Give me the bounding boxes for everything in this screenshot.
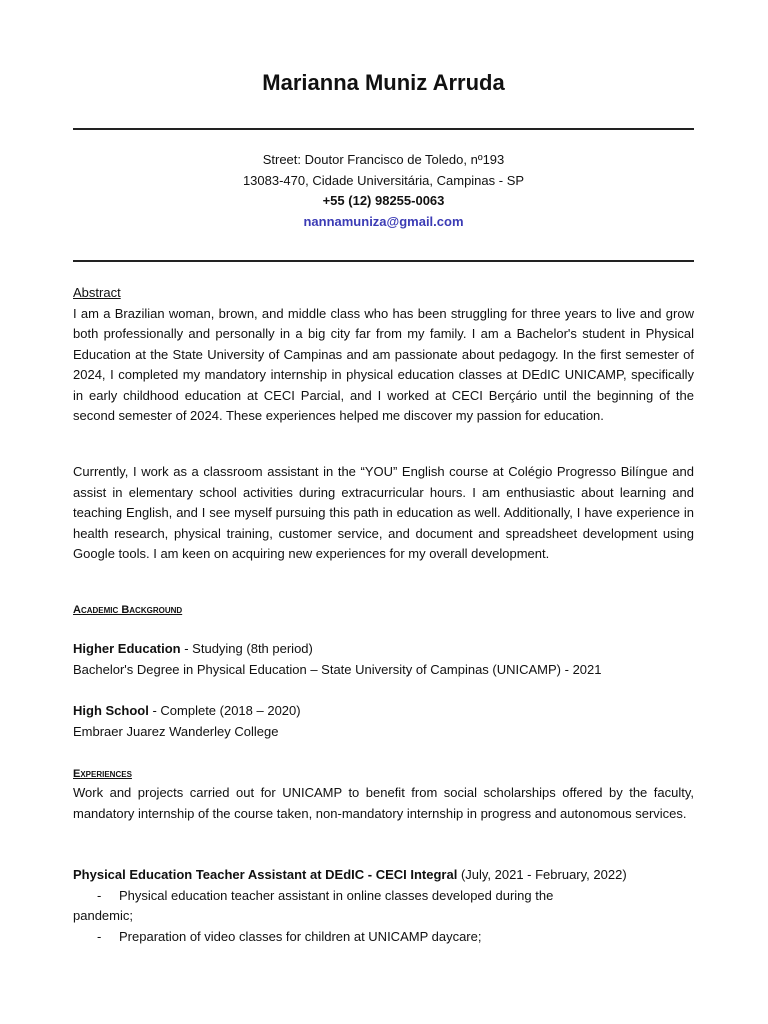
resume-name: Marianna Muniz Arruda — [262, 70, 505, 95]
abstract-title: Abstract — [73, 285, 121, 300]
contact-street: Street: Doutor Francisco de Toledo, nº193 — [262, 152, 505, 167]
higher-education-entry — [73, 639, 694, 680]
contact-city: 13083-470, Cidade Universitária, Campinas - SP — [242, 172, 525, 188]
job-bullet-2 — [73, 927, 694, 948]
contact-email[interactable]: nannamuniza@gmail.com — [303, 214, 464, 230]
job-period: (July, 2021 - February, 2022) — [457, 867, 627, 882]
job-title: Physical Education Teacher Assistant at DEdIC - CECI Integral — [73, 867, 458, 882]
bullet-dash: - — [97, 928, 102, 944]
experiences-title-text: Experiences — [73, 768, 132, 780]
contact-block — [73, 150, 694, 233]
high-school-entry — [73, 701, 694, 742]
high-school-detail: Embraer Juarez Wanderley College — [73, 723, 279, 739]
job-bullet-1 — [73, 886, 694, 907]
job-bullet-1-text: Physical education teacher assistant in online classes developed during the — [119, 887, 554, 903]
experiences-intro: Work and projects carried out for UNICAMP to benefit from social scholarships offered by the faculty, mandatory internship of the course taken, non-mandatory internship in progress and autonomous services. — [73, 785, 694, 821]
academic-title — [73, 599, 694, 621]
high-school-status: - Complete (2018 – 2020) — [148, 703, 301, 718]
job-entry — [73, 865, 694, 947]
abstract-paragraph-2: Currently, I work as a classroom assistant in the “YOU” English course at Colégio Progresso Bilíngue and assist in elementary school activities during extracurricular hours. I am enthusiastic about learning and teaching English, and I see myself pursuing this path in education as well. Additionally, I have experience in health research, physical training, customer service, and document and spreadsheet development using Google tools. I am keen on acquiring new experiences for my overall development. — [73, 464, 694, 561]
abstract-section — [73, 283, 694, 427]
high-school-label: High School — [73, 703, 149, 718]
experiences-title — [73, 763, 694, 785]
higher-education-label: Higher Education — [73, 641, 181, 656]
bullet-dash: - — [97, 887, 102, 903]
header-divider-top — [73, 128, 694, 130]
abstract-paragraph-1: I am a Brazilian woman, brown, and middle class who has been struggling for three years to live and grow both professionally and personally in a big city far from my family. I am a Bachelor's student in Physical Education at the State University of Campinas and am passionate about pedagogy. In the first semester of 2024, I completed my mandatory internship in physical education classes at DEdIC UNICAMP, specifically in early childhood education at CECI Parcial, and I worked at CECI Berçário until the beginning of the second semester of 2024. These experiences helped me discover my passion for education. — [73, 305, 694, 423]
job-bullet-1-continuation: pandemic; — [73, 908, 133, 923]
higher-education-status: - Studying (8th period) — [180, 641, 313, 656]
header-divider-bottom — [73, 260, 694, 262]
academic-title-text: Academic Background — [73, 604, 183, 616]
contact-phone: +55 (12) 98255-0063 — [322, 193, 445, 209]
higher-education-detail: Bachelor's Degree in Physical Education – State University of Campinas (UNICAMP) - 2021 — [73, 661, 602, 677]
job-bullet-2-text: Preparation of video classes for children at UNICAMP daycare; — [119, 928, 482, 944]
